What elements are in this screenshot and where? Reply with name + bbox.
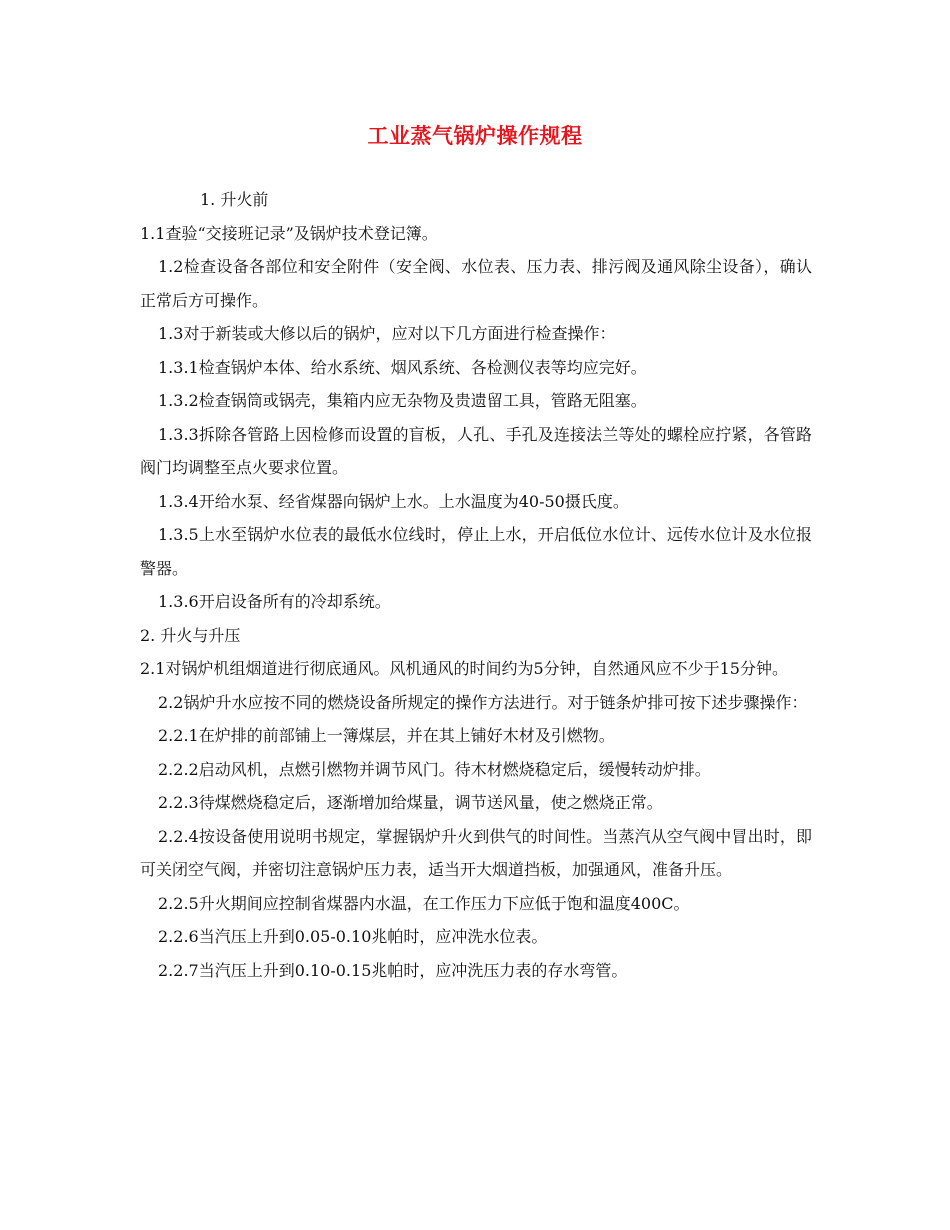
paragraph: 1.1查验“交接班记录”及锅炉技术登记簿。 [140, 223, 438, 243]
paragraph: 2.2.4按设备使用说明书规定，掌握锅炉升火到供气的时间性。当蒸汽从空气阀中冒出时，即可关闭空气阀，并密切注意锅炉压力表，适当开大烟道挡板，加强通风，准备升压。 [140, 826, 812, 879]
paragraph: 1.3.5上水至锅炉水位表的最低水位线时，停止上水，开启低位水位计、远传水位计及水位报警器。 [140, 525, 812, 578]
paragraph: 1.3.3拆除各管路上因检修而设置的盲板，人孔、手孔及连接法兰等处的螺栓应拧紧，各管路阀门均调整至点火要求位置。 [140, 424, 812, 477]
paragraph: 1. 升火前 [200, 190, 269, 209]
paragraph: 2.2锅炉升水应按不同的燃烧设备所规定的操作方法进行。对于链条炉排可按下述步骤操作： [158, 692, 808, 712]
paragraph: 2.2.6当汽压上升到0.05-0.10兆帕时，应冲洗水位表。 [158, 927, 548, 946]
paragraph: 2.2.3待煤燃烧稳定后，逐渐增加给煤量，调节送风量，使之燃烧正常。 [158, 793, 663, 812]
paragraph: 1.3对于新装或大修以后的锅炉，应对以下几方面进行检查操作： [158, 324, 616, 343]
document-title: 工业蒸气锅炉操作规程 [367, 124, 583, 148]
paragraph: 2.2.5升火期间应控制省煤器内水温，在工作压力下应低于饱和温度400C。 [158, 893, 690, 913]
section-heading: 2. 升火与升压 [140, 625, 241, 645]
paragraph: 1.2检查设备各部位和安全附件（安全阀、水位表、压力表、排污阀及通风除尘设备），确认正常后方可操作。 [140, 257, 812, 310]
paragraph: 1.3.6开启设备所有的冷却系统。 [158, 592, 391, 611]
paragraph: 2.2.1在炉排的前部铺上一簿煤层，并在其上铺好木材及引燃物。 [158, 726, 615, 745]
document-body [140, 183, 812, 987]
paragraph: 2.2.7当汽压上升到0.10-0.15兆帕时，应冲洗压力表的存水弯管。 [158, 960, 628, 980]
paragraph: 1.3.1检查锅炉本体、给水系统、烟风系统、各检测仪表等均应完好。 [158, 357, 647, 377]
paragraph: 2.1对锅炉机组烟道进行彻底通风。风机通风的时间约为5分钟，自然通风应不少于15分钟。 [140, 659, 788, 678]
paragraph: 1.3.4开给水泵、经省煤器向锅炉上水。上水温度为40-50摄氏度。 [158, 491, 629, 511]
paragraph: 1.3.2检查锅筒或锅壳，集箱内应无杂物及贵遗留工具，管路无阻塞。 [158, 391, 647, 410]
paragraph: 2.2.2启动风机，点燃引燃物并调节风门。待木材燃烧稳定后，缓慢转动炉排。 [158, 759, 711, 779]
